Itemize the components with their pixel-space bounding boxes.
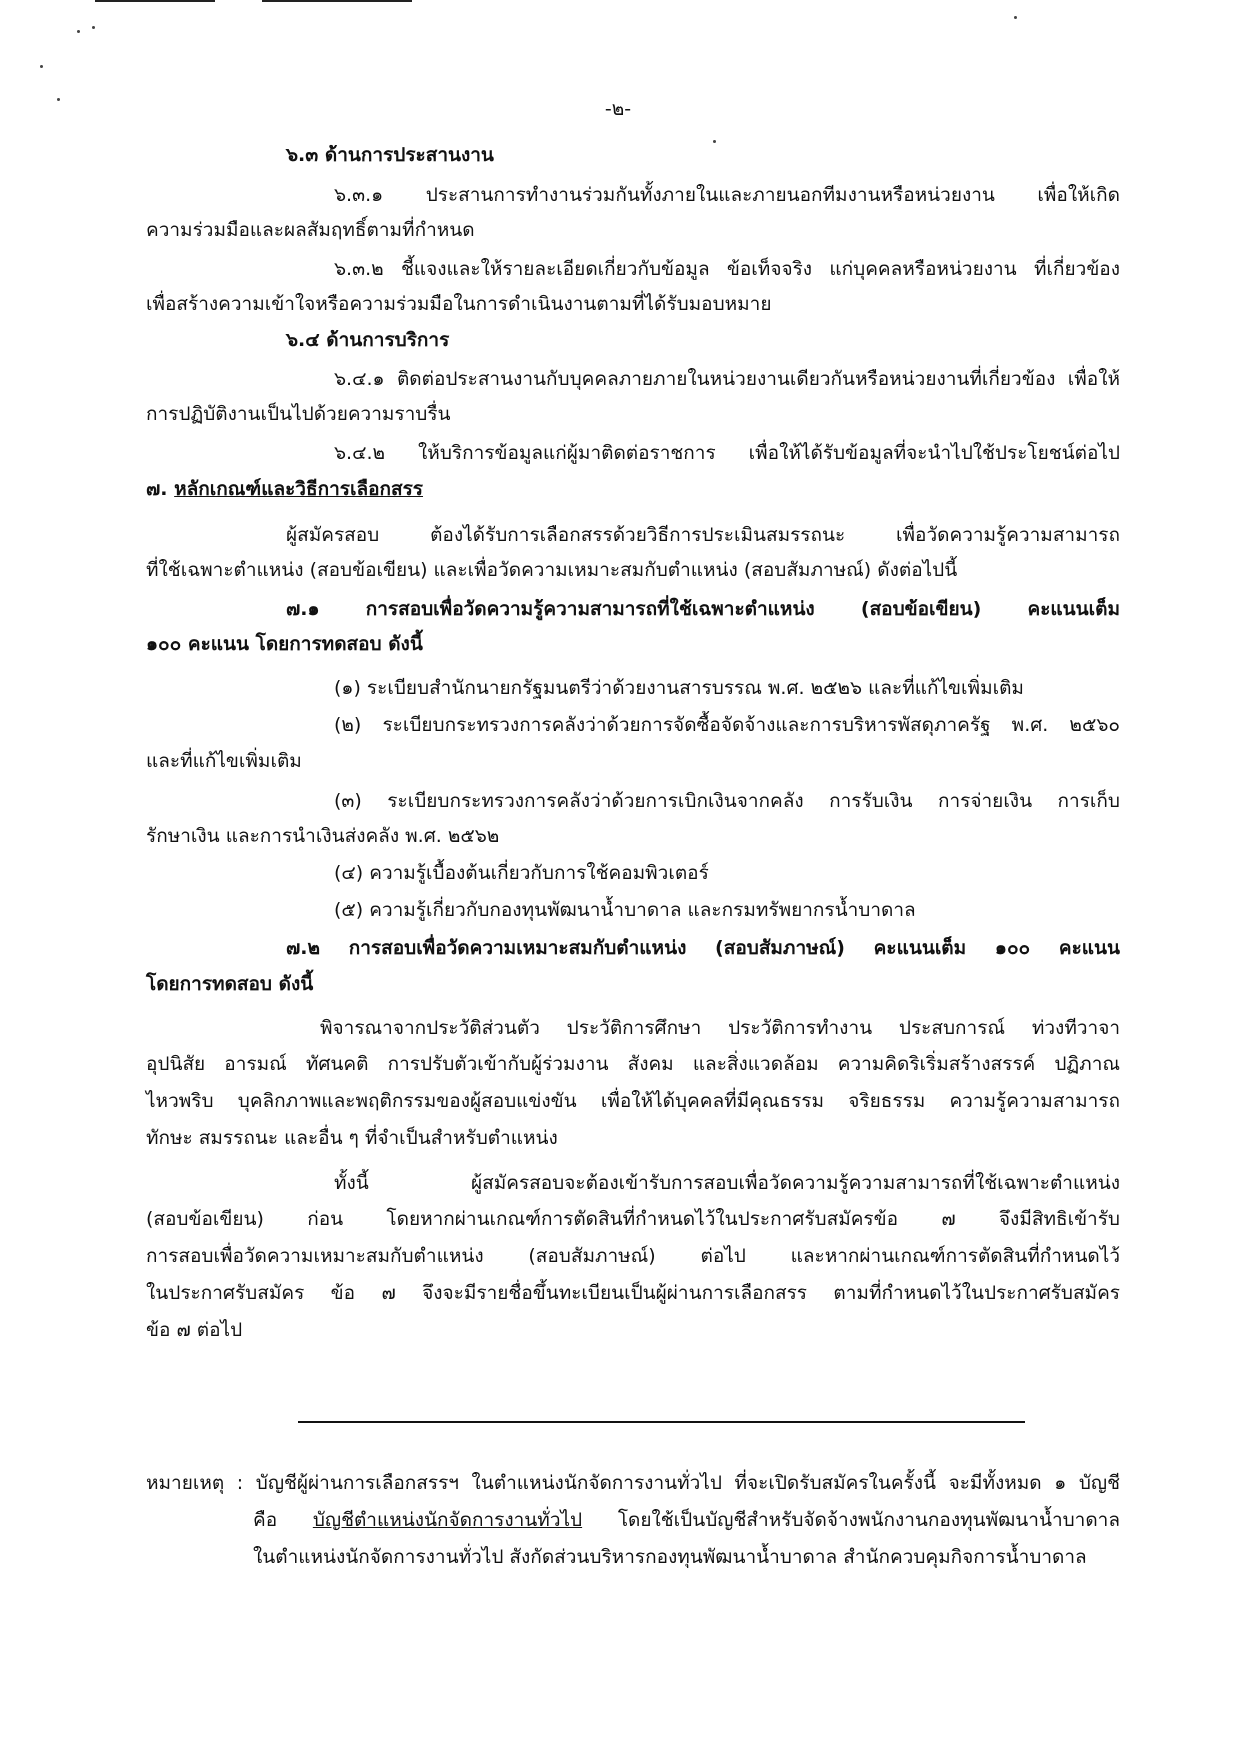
exam-topic-5: (๕) ความรู้เกี่ยวกับกองทุนพัฒนาน้ำบาดาล และกรมทรัพยากรน้ำบาดาล xyxy=(334,899,916,921)
section-6-4-heading: ๖.๔ ด้านการบริการ xyxy=(286,329,450,351)
paragraph-line: (สอบข้อเขียน) ก่อน โดยหากผ่านเกณฑ์การตัดสินที่กำหนดไว้ในประกาศรับสมัครข้อ ๗ จึงมีสิทธิเข้ารับ xyxy=(146,1208,1120,1230)
paragraph-line: พิจารณาจากประวัติส่วนตัว ประวัติการศึกษา ประวัติการทำงาน ประสบการณ์ ท่วงทีวาจา xyxy=(320,1017,1120,1039)
section-7-title: หลักเกณฑ์และวิธีการเลือกสรร xyxy=(174,478,424,500)
scan-top-edge-line xyxy=(95,0,215,2)
exam-topic-2: (๒) ระเบียบกระทรวงการคลังว่าด้วยการจัดซื้อจัดจ้างและการบริหารพัสดุภาครัฐ พ.ศ. ๒๕๖๐ xyxy=(334,714,1120,736)
exam-topic-2-cont: และที่แก้ไขเพิ่มเติม xyxy=(146,750,302,772)
paragraph-line: การปฏิบัติงานเป็นไปด้วยความราบรื่น xyxy=(146,403,451,425)
paragraph-line: ในประกาศรับสมัคร ข้อ ๗ จึงจะมีรายชื่อขึ้นทะเบียนเป็นผู้ผ่านการเลือกสรร ตามที่กำหนดไว้ในประกาศรับสมัคร xyxy=(146,1282,1120,1304)
note-line xyxy=(253,1507,1120,1533)
paragraph-line: ทั้งนี้ ผู้สมัครสอบจะต้องเข้ารับการสอบเพื่อวัดความรู้ความสามารถที่ใช้เฉพาะตำแหน่ง xyxy=(334,1172,1120,1194)
section-7-2-heading-cont: โดยการทดสอบ ดังนี้ xyxy=(146,973,314,995)
paragraph-line: อุปนิสัย อารมณ์ ทัศนคติ การปรับตัวเข้ากับผู้ร่วมงาน สังคม และสิ่งแวดล้อม ความคิดริเริ่มสร้างสรรค์ ปฏิภาณ xyxy=(146,1053,1120,1075)
note-rest: โดยใช้เป็นบัญชีสำหรับจัดจ้างพนักงานกองทุนพัฒนาน้ำบาดาล xyxy=(617,1509,1120,1531)
section-7-number: ๗. xyxy=(146,478,168,500)
section-7-2-heading: ๗.๒ การสอบเพื่อวัดความเหมาะสมกับตำแหน่ง (สอบสัมภาษณ์) คะแนนเต็ม ๑๐๐ คะแนน xyxy=(286,937,1120,959)
paragraph-line: ๖.๓.๑ ประสานการทำงานร่วมกันทั้งภายในและภายนอกทีมงานหรือหน่วยงาน เพื่อให้เกิด xyxy=(334,184,1120,206)
scan-speck xyxy=(40,65,43,68)
section-7-1-heading: ๗.๑ การสอบเพื่อวัดความรู้ความสามารถที่ใช้เฉพาะตำแหน่ง (สอบข้อเขียน) คะแนนเต็ม xyxy=(286,598,1120,620)
scan-speck xyxy=(1014,16,1017,19)
scan-speck xyxy=(713,140,716,143)
note-account-name: บัญชีตำแหน่งนักจัดการงานทั่วไป xyxy=(312,1509,583,1531)
paragraph-line: เพื่อสร้างความเข้าใจหรือความร่วมมือในการดำเนินงานตามที่ได้รับมอบหมาย xyxy=(146,293,772,315)
note-line: หมายเหตุ : บัญชีผู้ผ่านการเลือกสรรฯ ในตำแหน่งนักจัดการงานทั่วไป ที่จะเปิดรับสมัครในครั้งนี้ จะมีทั้งหมด ๑ บัญชี xyxy=(146,1472,1120,1494)
paragraph-line: ไหวพริบ บุคลิกภาพและพฤติกรรมของผู้สอบแข่งขัน เพื่อให้ได้บุคคลที่มีคุณธรรม จริยธรรม ความรู้ความสามารถ xyxy=(146,1090,1120,1112)
scan-speck xyxy=(92,26,95,29)
exam-topic-4: (๔) ความรู้เบื้องต้นเกี่ยวกับการใช้คอมพิวเตอร์ xyxy=(334,862,709,884)
paragraph-line: ๖.๔.๑ ติดต่อประสานงานกับบุคคลภายภายในหน่วยงานเดียวกันหรือหน่วยงานที่เกี่ยวข้อง เพื่อให้ xyxy=(334,368,1120,390)
paragraph-line: ทักษะ สมรรถนะ และอื่น ๆ ที่จำเป็นสำหรับตำแหน่ง xyxy=(146,1127,558,1149)
page-number: -๒- xyxy=(604,98,632,120)
exam-topic-1: (๑) ระเบียบสำนักนายกรัฐมนตรีว่าด้วยงานสารบรรณ พ.ศ. ๒๕๒๖ และที่แก้ไขเพิ่มเติม xyxy=(334,677,1024,699)
section-7-heading xyxy=(146,476,423,502)
note-line: ในตำแหน่งนักจัดการงานทั่วไป สังกัดส่วนบริหารกองทุนพัฒนาน้ำบาดาล สำนักควบคุมกิจการน้ำบาดาล xyxy=(253,1546,1087,1568)
horizontal-divider xyxy=(298,1421,1025,1423)
paragraph-line: ๖.๓.๒ ชี้แจงและให้รายละเอียดเกี่ยวกับข้อมูล ข้อเท็จจริง แก่บุคคลหรือหน่วยงาน ที่เกี่ยวข้อง xyxy=(334,258,1120,280)
paragraph-line: ผู้สมัครสอบ ต้องได้รับการเลือกสรรด้วยวิธีการประเมินสมรรถนะ เพื่อวัดความรู้ความสามารถ xyxy=(286,524,1120,546)
section-7-1-heading-cont: ๑๐๐ คะแนน โดยการทดสอบ ดังนี้ xyxy=(146,633,423,655)
note-prefix: คือ xyxy=(253,1509,278,1531)
paragraph-line: การสอบเพื่อวัดความเหมาะสมกับตำแหน่ง (สอบสัมภาษณ์) ต่อไป และหากผ่านเกณฑ์การตัดสินที่กำหนดไว้ xyxy=(146,1245,1120,1267)
scan-top-edge-line xyxy=(262,0,412,2)
paragraph-line: ที่ใช้เฉพาะตำแหน่ง (สอบข้อเขียน) และเพื่อวัดความเหมาะสมกับตำแหน่ง (สอบสัมภาษณ์) ดังต่อไปนี้ xyxy=(146,559,958,581)
paragraph-line: ๖.๔.๒ ให้บริการข้อมูลแก่ผู้มาติดต่อราชการ เพื่อให้ได้รับข้อมูลที่จะนำไปใช้ประโยชน์ต่อไป xyxy=(334,442,1120,464)
section-6-3-heading: ๖.๓ ด้านการประสานงาน xyxy=(286,144,494,166)
paragraph-line: ข้อ ๗ ต่อไป xyxy=(146,1319,243,1341)
paragraph-line: ความร่วมมือและผลสัมฤทธิ์ตามที่กำหนด xyxy=(146,219,475,241)
scan-speck xyxy=(77,30,80,33)
exam-topic-3-cont: รักษาเงิน และการนำเงินส่งคลัง พ.ศ. ๒๕๖๒ xyxy=(146,825,500,847)
exam-topic-3: (๓) ระเบียบกระทรวงการคลังว่าด้วยการเบิกเงินจากคลัง การรับเงิน การจ่ายเงิน การเก็บ xyxy=(334,790,1120,812)
